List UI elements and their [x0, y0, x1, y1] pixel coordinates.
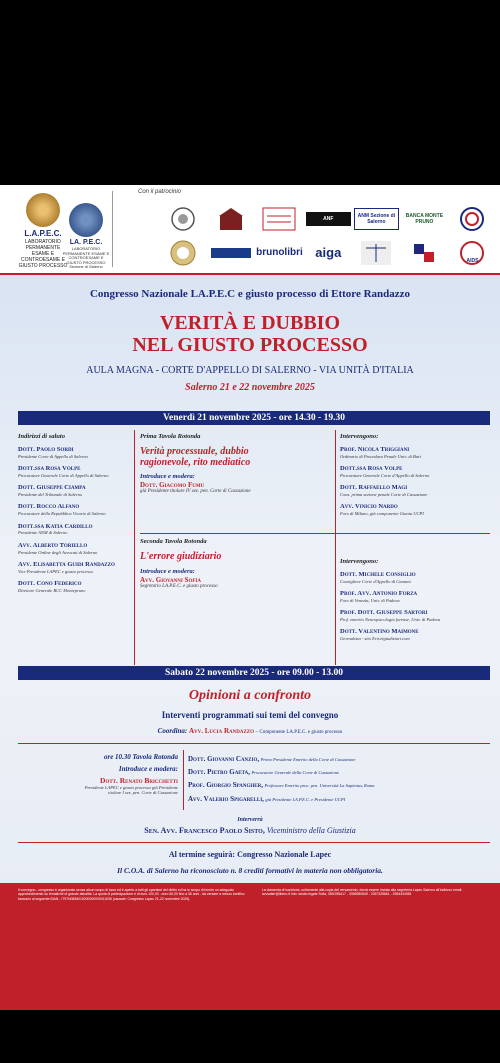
tavola1: [140, 433, 315, 495]
tavola1-intro: Introduce e modera:: [140, 472, 195, 480]
interv-role: Cons. prima sezione penale Corte di Cassazione: [340, 491, 428, 497]
tavola2-moderator-role: Segretario LA.P.E.C. e giusto processo: [140, 583, 218, 589]
sponsor-logo: BANCA MONTE PRUNO: [405, 212, 444, 225]
saluti-entry: [18, 446, 138, 459]
saluti-role: Procuratore Generale Corte di Appello di Salerno: [18, 472, 109, 478]
title-line-1: VERITÀ E DUBBIO: [159, 312, 341, 334]
interv3-role: già Presidente LA.P.E.C. e Presidente UCPI: [265, 796, 346, 802]
interv-entry: [340, 484, 490, 497]
blue-banner-icon: [211, 245, 251, 261]
sisto-role: Viceministro della Giustizia: [266, 826, 356, 835]
lapec-salerno-title: LA. P.E.C.: [69, 239, 103, 246]
interv-name: Dott.ssa Rosa Volpe: [340, 464, 403, 472]
interv-entry: [340, 571, 490, 584]
interv-name: Dott. Valentino Maimone: [340, 628, 419, 636]
interv-role: Ordinario di Procedura Penale Univ. di Bari: [340, 453, 421, 459]
saluti-role: Presidente ANM di Salerno: [18, 530, 68, 536]
coordina-label: Coordina:: [157, 727, 188, 735]
sponsor-logo: brunolibri: [256, 247, 303, 258]
interv3-name: Dott. Pietro Gaeta,: [188, 768, 250, 777]
saluti-name: Avv. Alberto Toriello: [18, 541, 88, 549]
interv-name: Prof. Dott. Giuseppe Sartori: [340, 609, 428, 617]
tavola1-heading: Prima Tavola Rotonda: [140, 433, 201, 440]
section-divider: [18, 842, 490, 843]
footer-left-text: Il convegno - congresso è organizzato senza alcun scopo di lucro ed è aperto a tutti gli operatori del diritto ed ha lo scopo di fornire un adeguato approfondimento su tematiche di grande attualità. La quota di partecipazione è di euro 100,00 - euro 60,00 fino a 35 anni - da versare a mezzo bonifico bancario al seguente IBAN - IT97N0836015200000000011536 (causale: Congresso Lapec 21-22 novembre 2025).: [18, 888, 245, 901]
tavola2-intro: Introduce e modera:: [140, 567, 195, 575]
saluti-entry: [18, 561, 138, 574]
congresso-heading: Congresso Nazionale LA.P.E.C e giusto processo di Ettore Randazzo: [89, 288, 411, 300]
interv-role: Consigliere Corte d'Appello di Catania: [340, 578, 411, 584]
lapec-title: L.A.P.E.C.: [24, 229, 62, 238]
lapec-salerno-logo: [62, 203, 110, 270]
interv-role: Procuratore Generale Corte d'Appello di Salerno: [340, 472, 430, 478]
interv3-entry: [188, 768, 488, 777]
emblem-icon: [459, 206, 485, 232]
sisto-name: Sen. Avv. Francesco Paolo Sisto,: [144, 826, 265, 835]
venue: AULA MAGNA - CORTE D'APPELLO DI SALERNO - VIA UNITÀ D'ITALIA: [86, 365, 414, 376]
interv2-heading: Intervengono:: [340, 558, 379, 565]
tavola2-moderator: Avv. Giovanni Sofia: [140, 575, 201, 584]
scales-icon: [360, 240, 392, 266]
sponsor-logos: [160, 203, 495, 268]
saluti-name: Dott.ssa Katia Cardillo: [18, 522, 93, 530]
column-divider: [183, 750, 184, 810]
interv-name: Prof. Nicola Triggiani: [340, 445, 410, 453]
puzzle-icon: [410, 240, 438, 266]
saluti-entry: [18, 484, 138, 497]
interv3-name: Prof. Giorgio Spangher,: [188, 781, 263, 790]
saluti-role: Presidente Ordine degli Avvocati di Salerno: [18, 549, 98, 555]
saluti-column: [18, 433, 138, 599]
court-seal-icon: [170, 206, 196, 232]
sponsor-logo: [450, 237, 495, 268]
footer-band: [0, 883, 500, 1010]
saluti-name: Dott. Cono Federico: [18, 580, 82, 588]
sponsor-logo: ANF: [306, 212, 351, 226]
tavola3-intro: Introduce e modera:: [118, 765, 178, 774]
sponsor-logo: [160, 203, 205, 234]
day2-band: Sabato 22 novembre 2025 - ore 09.00 - 13.00: [18, 666, 490, 680]
lapec-salerno-text: LABORATORIO PERMANENTE ESAME E CONTROESAME E GIUSTO PROCESSO Sezione di Salerno: [62, 246, 110, 270]
day1-band: Venerdì 21 novembre 2025 - ore 14.30 - 19.30: [18, 411, 490, 425]
interv-name: Prof. Avv. Antonio Forza: [340, 589, 418, 597]
event-date: Salerno 21 e 22 novembre 2025: [185, 382, 315, 393]
saluti-role: Direttore Generale BCC Montepruno: [18, 587, 86, 593]
interv-name: Dott. Raffaello Magi: [340, 484, 408, 492]
sponsor-logo: ANM Sezione di Salerno: [354, 208, 399, 230]
interv1: [340, 433, 490, 523]
interv3-role: Procuratore Generale della Corte di Cassazione: [251, 770, 340, 776]
header-divider: [112, 191, 113, 267]
interv2: [340, 558, 490, 648]
saluti-role: Presidente del Tribunale di Salerno: [18, 491, 83, 497]
crediti-line: Il C.O.A. di Salerno ha riconosciuto n. 8 crediti formativi in materia non obbligatoria.: [117, 866, 383, 875]
coordina-line: [0, 727, 500, 735]
saluti-entry: [18, 523, 138, 536]
header-band: [0, 185, 500, 275]
sponsor-logo: [450, 203, 495, 234]
interv-role: Foro di Venezia, Univ. di Padova: [340, 597, 400, 603]
interv-name: Avv. Vinicio Nardo: [340, 503, 398, 511]
tavola1-moderator-role: già Presidente titolare IV sez. pen. Corte di Cassazione: [140, 488, 251, 494]
interv-role: Prof. emerito Neuropsicologia forense, Univ. di Padova: [340, 616, 441, 622]
interv-name: Dott. Michele Consiglio: [340, 570, 416, 578]
saluti-name: Dott.ssa Rosa Volpe: [18, 464, 81, 472]
sponsor-logo: [256, 203, 303, 234]
interv-role: Giornalista - sito Errorigiudiziari.com: [340, 636, 410, 642]
saluti-role: Procuratore della Repubblica Vicario di Salerno: [18, 511, 106, 517]
saluti-role: Presidente Corte di Appello di Salerno: [18, 453, 88, 459]
patrocinio-label: Con il patrocinio: [138, 189, 182, 195]
ring-seal-icon: [169, 240, 197, 266]
interv-entry: [340, 609, 490, 622]
sponsor-logo: [402, 237, 447, 268]
sponsor-logo: [354, 237, 399, 268]
saluti-name: Avv. Elisabetta Guidi Randazzo: [18, 560, 115, 568]
lapec-logo: [18, 193, 68, 269]
tavola1-topic: Verità processuale, dubbio ragionevole, rito mediatico: [140, 445, 251, 468]
interv3-entry: [188, 781, 488, 790]
lapec-seal-icon: [26, 193, 60, 227]
column-divider: [335, 430, 336, 665]
interv-role: Foro di Milano, già componente Giunta UCPI: [340, 511, 424, 517]
interv3-role: Primo Presidente Emerito della Corte di Cassazione: [260, 757, 356, 762]
tavola3-time: ore 10.30 Tavola Rotonda: [103, 753, 178, 761]
footer-right-text: La domanda di iscrizione, unitamente alla copia del versamento, dovrà essere inviata alla segreteria Lapec Salerno all'indirizzo email: avvsalter@libero.it Info: studio legale Sofia, 089/255417 - 3356980849 - 3357325861 - 3954434981: [262, 888, 463, 897]
interv3: [188, 755, 488, 804]
interv-entry: [340, 628, 490, 641]
saluti-role: Vice Presidente LAPEC e giusto processo: [18, 568, 93, 574]
tavola2-topic: L'errore giudiziario: [140, 550, 222, 562]
interv3-entry: [188, 755, 488, 764]
coordina-role: – Componente LA.P.E.C. e giusto processo: [255, 730, 343, 735]
saluti-name: Dott. Giuseppe Ciampa: [18, 484, 86, 492]
interventi-subheading: Interventi programmati sui temi del convegno: [161, 710, 339, 720]
interv-entry: [340, 465, 490, 478]
coordina-name: Avv. Lucia Randazzo: [188, 727, 255, 735]
aids-label: AIDS: [466, 257, 479, 264]
seguira-line: Al termine seguirà: Congresso Nazionale Lapec: [168, 850, 332, 859]
building-icon: [217, 206, 245, 232]
sponsor-logo: aiga: [315, 245, 342, 260]
section-divider: [18, 743, 490, 744]
saluti-entry: [18, 580, 138, 593]
sponsor-logo: [208, 203, 253, 234]
lapec-salerno-seal-icon: [69, 203, 103, 237]
tavola3-role: Presidente LAPEC e giusto processo già Presidente titolare I sez. pen. Corte di Cassazione: [84, 784, 178, 796]
sponsor-logo: [160, 237, 205, 268]
interv-entry: [340, 503, 490, 516]
sisto-line: [0, 826, 500, 835]
interv3-role: Professore Emerito proc. pen. Università La Sapienza, Roma: [264, 783, 375, 789]
interverra-label: Interverrà: [237, 817, 263, 823]
sponsor-logo: [208, 237, 253, 268]
poster: [0, 185, 500, 1010]
title-line-2: NEL GIUSTO PROCESSO: [132, 334, 368, 356]
tavola3: [18, 753, 178, 796]
saluti-name: Dott. Paolo Sordi: [18, 445, 74, 453]
tavola1-moderator: Dott. Giacomo Fumu: [140, 480, 205, 489]
interv3-name: Dott. Giovanni Canzio,: [188, 755, 260, 763]
saluti-name: Dott. Rocco Alfano: [18, 503, 80, 511]
interv3-name: Avv. Valerio Spigarelli,: [188, 794, 264, 803]
tavola2-heading: Seconda Tavola Rotonda: [140, 538, 207, 545]
saluti-entry: [18, 465, 138, 478]
tavola2: [140, 538, 315, 590]
interv-entry: [340, 446, 490, 459]
interv1-heading: Intervengono:: [340, 433, 379, 440]
lapec-text: LABORATORIO PERMANENTE ESAME E CONTROESAME E GIUSTO PROCESSO: [18, 238, 68, 269]
saluti-heading: Indirizzi di saluto: [18, 433, 65, 440]
column-divider: [134, 430, 135, 665]
interv3-entry: [188, 795, 488, 804]
saluti-entry: [18, 542, 138, 555]
interv-entry: [340, 590, 490, 603]
tavola3-moderator: Dott. Renato Bricchetti: [100, 775, 178, 785]
main-title: [0, 312, 500, 356]
tavola-divider: [140, 533, 490, 534]
opinioni-heading: Opinioni a confronto: [188, 688, 312, 703]
camera-penale-icon: [261, 206, 297, 232]
saluti-entry: [18, 503, 138, 516]
